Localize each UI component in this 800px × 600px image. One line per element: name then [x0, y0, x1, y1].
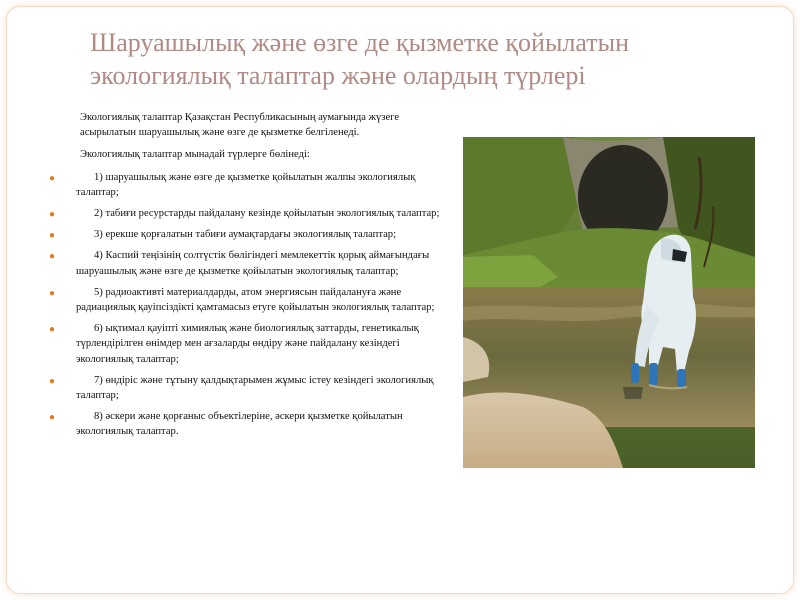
bullet-icon: ● — [49, 230, 56, 242]
list-item-text: 5) радиоактивті материалдарды, атом энергиясын пайдалануға және радиациялық қауіпсіздікті қамтамасыз етуге қойылатын экологиялық талаптар; — [76, 286, 435, 314]
list-item — [49, 227, 454, 242]
list-item — [49, 170, 454, 200]
bullet-icon: ● — [49, 324, 56, 336]
photo-illustration — [463, 137, 755, 468]
types-intro: Экологиялық талаптар мынадай түрлерге бөлінеді: — [80, 149, 310, 161]
bullet-icon: ● — [49, 375, 56, 387]
bullet-icon: ● — [49, 287, 56, 299]
list-item-text: 2) табиғи ресурстарды пайдалану кезінде қойылатын экологиялық талаптар; — [94, 208, 440, 220]
list-item-text: 6) ықтимал қауіпті химиялық және биологиялық заттарды, генетикалық түрлендірілген өнімдер мен ағзаларды өндіру және пайдалану кезіндегі экологиялық талаптар; — [76, 323, 419, 365]
list-item-text: 8) әскери және қорғаныс объектілеріне, әскери қызметке қойылатын экологиялық талаптар. — [76, 411, 403, 438]
title-line-2: экологиялық талаптар және олардың түрлері — [90, 61, 586, 90]
list-item — [49, 321, 454, 367]
list-item-text: 7) өндіріс және тұтыну қалдықтарымен жұмыс істеу кезіндегі экологиялық талаптар; — [76, 374, 434, 402]
list-item-text: 1) шаруашылық және өзге де қызметке қойылатын жалпы экологиялық талаптар; — [76, 171, 416, 198]
bullet-icon: ● — [49, 172, 56, 184]
bullet-icon: ● — [49, 412, 56, 424]
photo-scientist-sampling-water — [463, 137, 755, 468]
bullet-icon: ● — [49, 251, 56, 263]
list-item — [49, 409, 454, 439]
requirements-list — [49, 170, 454, 440]
list-item — [49, 248, 454, 278]
title-line-1: Шаруашылық және өзге де қызметке қойылатын — [90, 28, 630, 57]
list-item-text: 3) ерекше қорғалатын табиғи аумақтардағы экологиялық талаптар; — [94, 229, 397, 241]
intro-paragraph: Экологиялық талаптар Қазақстан Республикасының аумағында жүзеге асырылатын шаруашылық және өзге де қызметке белгіленеді. — [80, 112, 400, 139]
slide-title — [90, 26, 730, 92]
list-item — [49, 373, 454, 403]
slide-body — [49, 110, 454, 446]
list-item — [49, 206, 454, 221]
list-item — [49, 285, 454, 315]
list-item-text: 4) Каспий теңізінің солтүстік бөлігіндегі мемлекеттік қорық аймағындағы шаруашылық және өзге де қызметке қойылатын экологиялық талаптар; — [76, 250, 430, 277]
bullet-icon: ● — [49, 209, 56, 221]
